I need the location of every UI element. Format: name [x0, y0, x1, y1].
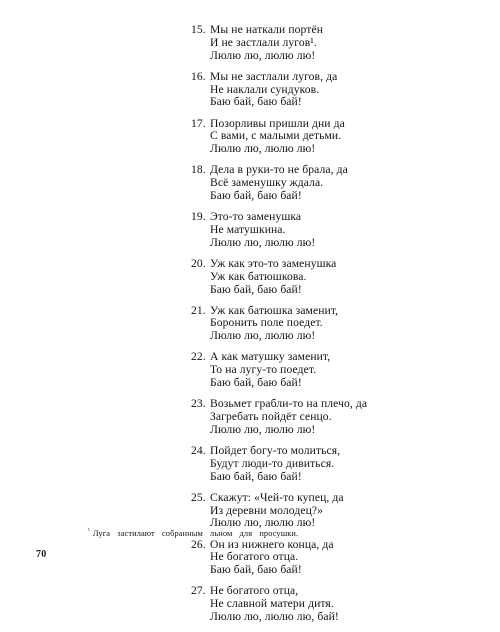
verse-text: Не славной матери дитя.: [210, 597, 334, 611]
stanza: [191, 585, 491, 623]
verse-text: Баю бай, баю бай!: [210, 376, 302, 390]
verse-text: Мы не застлали лугов, да: [210, 69, 338, 83]
stanza-number: 20.: [191, 256, 206, 270]
verse-line: [191, 190, 491, 203]
stanza-number: 17.: [191, 116, 206, 130]
verse-text: И не застлали лугов¹.: [210, 35, 317, 49]
verse-text: Люлю лю, люлю лю, бай!: [210, 609, 339, 623]
verse-text: Люлю лю, люлю лю!: [210, 235, 316, 249]
stanza: [191, 211, 491, 249]
stanza: [191, 71, 491, 109]
verse-text: Баю бай, баю бай!: [210, 188, 302, 202]
lullaby-verses: [191, 24, 491, 632]
verse-line: [191, 50, 491, 63]
stanza: [191, 164, 491, 202]
stanza-number: 27.: [191, 584, 206, 598]
verse-text: Позорливы пришли дни да: [210, 116, 345, 130]
verse-text: Баю бай, баю бай!: [210, 282, 302, 296]
stanza-number: 23.: [191, 397, 206, 411]
verse-text: А как матушку заменит,: [210, 350, 331, 364]
verse-line: [191, 424, 491, 437]
footnote: [88, 526, 298, 539]
verse-text: Из деревни молодец?»: [210, 503, 324, 517]
stanza-number: 22.: [191, 350, 206, 364]
verse-text: Это-то заменушка: [210, 210, 302, 224]
verse-text: Не богатого отца.: [210, 550, 299, 564]
stanza-number: 25.: [191, 490, 206, 504]
stanza-number: 16.: [191, 69, 206, 83]
verse-text: Он из нижнего конца, да: [210, 537, 334, 551]
verse-line: [191, 471, 491, 484]
verse-text: Люлю лю, люлю лю!: [210, 48, 316, 62]
stanza: [191, 305, 491, 343]
page-number: 70: [36, 549, 47, 560]
verse-text: Скажут: «Чей-то купец, да: [210, 490, 344, 504]
verse-line: [191, 96, 491, 109]
stanza: [191, 492, 491, 530]
verse-text: Люлю лю, люлю лю!: [210, 516, 316, 530]
verse-text: Возьмет грабли-то на плечо, да: [210, 397, 368, 411]
verse-line: [191, 284, 491, 297]
verse-text: Не матушкина.: [210, 222, 286, 236]
verse-line: [191, 237, 491, 250]
footnote-text: Луга застилают собранным льном для просушки.: [92, 528, 299, 538]
verse-text: Боронить поле поедет.: [210, 316, 323, 330]
verse-text: Уж как батюшкова.: [210, 269, 307, 283]
verse-text: Баю бай, баю бай!: [210, 563, 302, 577]
stanza: [191, 398, 491, 436]
verse-line: [191, 143, 491, 156]
footnote-mark: ¹: [88, 528, 90, 534]
verse-line: [191, 330, 491, 343]
stanza: [191, 24, 491, 62]
verse-text: Не богатого отца,: [210, 584, 299, 598]
verse-text: Люлю лю, люлю лю!: [210, 422, 316, 436]
stanza: [191, 351, 491, 389]
verse-text: То на лугу-то поедет.: [210, 363, 317, 377]
verse-text: Не наклали сундуков.: [210, 82, 320, 96]
stanza: [191, 118, 491, 156]
verse-text: Люлю лю, люлю лю!: [210, 329, 316, 343]
verse-line: [191, 377, 491, 390]
verse-line: [191, 564, 491, 577]
verse-text: Баю бай, баю бай!: [210, 469, 302, 483]
verse-text: Пойдет богу-то молиться,: [210, 444, 341, 458]
stanza-number: 18.: [191, 163, 206, 177]
verse-text: Уж как это-то заменушка: [210, 256, 337, 270]
stanza: [191, 539, 491, 577]
stanza-number: 26.: [191, 537, 206, 551]
verse-text: Баю бай, баю бай!: [210, 95, 302, 109]
stanza-number: 24.: [191, 444, 206, 458]
verse-text: Загребать пойдёт сенцо.: [210, 410, 332, 424]
verse-text: Будут люди-то дивиться.: [210, 456, 335, 470]
stanza-number: 15.: [191, 23, 206, 36]
verse-text: Всё заменушку ждала.: [210, 176, 324, 190]
verse-line: [191, 611, 491, 624]
verse-text: С вами, с малыми детьми.: [210, 129, 342, 143]
stanza-number: 19.: [191, 210, 206, 224]
stanza-number: 21.: [191, 303, 206, 317]
verse-text: Уж как батюшка заменит,: [210, 303, 339, 317]
verse-text: Мы не наткали портён: [210, 23, 324, 36]
verse-text: Дела в руки-то не брала, да: [210, 163, 348, 177]
stanza: [191, 445, 491, 483]
stanza: [191, 258, 491, 296]
verse-text: Люлю лю, люлю лю!: [210, 142, 316, 156]
